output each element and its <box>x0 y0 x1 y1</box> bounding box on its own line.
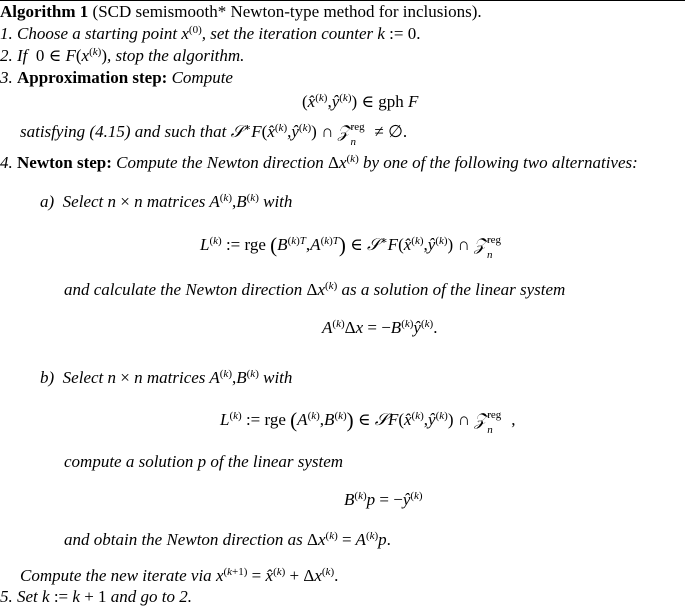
update-step: Compute the new iterate via $x^{(k+1)}$ = x̂$^{(k)}$ + $\Delta x^{(k)}$. <box>20 565 339 585</box>
alt-a-calc: and calculate the Newton direction $\Delta x^{(k)}$ as a solution of the linear system <box>64 279 566 299</box>
algorithm-header <box>0 2 482 22</box>
alt-b-text: Select <box>62 368 104 387</box>
reg-superscript-a: reg <box>486 234 501 247</box>
alternative-b: b) Select n × n matrices $A^{(k)},B^{(k)}$ with <box>40 367 293 387</box>
step-3-formula: $(x̂^{(k)},ŷ^{(k)})$ ∈ gph F <box>302 91 419 111</box>
alt-a-calc-text: and calculate the Newton direction <box>64 280 303 299</box>
alt-b-obtain-text: and obtain the Newton direction as <box>64 530 303 549</box>
alt-b-obtain: and obtain the Newton direction as $\Delta x^{(k)} = A^{(k)}p$. <box>64 529 391 549</box>
alt-a-system: $A^{(k)}\Delta x$ = $-B^{(k)}ŷ^{(k)}$. <box>322 317 438 337</box>
alt-a-calc-tail: as a solution of the linear system <box>341 280 566 299</box>
algorithm-title: (SCD semismooth* Newton-type method for inclusions). <box>92 2 482 21</box>
reg-superscript-b: reg <box>487 409 502 422</box>
alt-a-text: Select <box>62 192 104 211</box>
step-5-text: 5. Set <box>0 587 38 606</box>
step-3-condition: satisfying (4.15) and such that $𝒮^∗F(x̂^{(k)},ŷ^{(k)})$ ∩ 𝒵 reg n ≠ ∅. <box>20 122 407 142</box>
gph-operator: gph <box>378 92 404 111</box>
algorithm-label: Algorithm 1 <box>0 2 89 21</box>
reg-superscript: reg <box>350 121 365 134</box>
alt-b-with: with <box>263 368 293 387</box>
alt-b-compute-text: compute a solution <box>64 452 194 471</box>
alt-b-system: $B^{(k)}p$ = $-ŷ^{(k)}$ <box>344 489 423 509</box>
step-1-tail: , set the iteration counter <box>201 24 374 43</box>
alt-b-compute-tail: of the linear system <box>210 452 344 471</box>
step-4: 4. Newton step: Compute the Newton direction $\Delta x^{(k)}$ by one of the following two alternatives: <box>0 152 638 172</box>
step-2: 2. If 0 ∈ $F(x^{(k)})$, stop the algorithm. <box>0 45 245 65</box>
alt-b-formula: $L^{(k)}$ := rge $(A^{(k)},B^{(k)})$ ∈ $𝒮F(x̂^{(k)},ŷ^{(k)})$ ∩ 𝒵 reg n , <box>220 410 515 430</box>
step-5-tail: and go to 2. <box>110 587 193 606</box>
alt-a-mid: matrices <box>146 192 206 211</box>
step-2-text: 2. If <box>0 46 28 65</box>
alt-b-label: b) <box>40 368 55 387</box>
rge-operator-b: rge <box>264 410 286 429</box>
update-text: Compute the new iterate via <box>20 566 212 585</box>
step-1: 1. Choose a starting point $x^{(0)}$, set the iteration counter k := 0. <box>0 23 421 43</box>
top-rule <box>0 0 685 1</box>
step-4-text: Compute the Newton direction <box>116 153 324 172</box>
alt-b-compute: compute a solution p of the linear system <box>64 452 344 471</box>
step-4-title: Newton step: <box>17 153 112 172</box>
alt-a-formula: $L^{(k)}$ := rge $(B^{(k)T},A^{(k)T})$ ∈ $𝒮^∗F(x̂^{(k)},ŷ^{(k)})$ ∩ 𝒵 reg n <box>200 235 511 255</box>
step-1-text: 1. Choose a starting point <box>0 24 178 43</box>
step-5: 5. Set k := k + 1 and go to 2. <box>0 587 193 606</box>
step-3-title: Approximation step: <box>17 68 168 87</box>
step-3-number: 3. <box>0 68 13 87</box>
alt-a-with: with <box>263 192 293 211</box>
alt-b-mid: matrices <box>146 368 206 387</box>
step-3-satisfying: satisfying (4.15) and such that <box>20 122 227 141</box>
step-3 <box>0 68 233 88</box>
step-2-tail: , stop the algorithm. <box>107 46 245 65</box>
alternative-a: a) Select n × n matrices $A^{(k)},B^{(k)}$ with <box>40 191 293 211</box>
step-3-text: Compute <box>171 68 233 87</box>
step-4-number: 4. <box>0 153 13 172</box>
rge-operator-a: rge <box>244 235 266 254</box>
step-4-tail: by one of the following two alternatives: <box>362 153 638 172</box>
alt-a-label: a) <box>40 192 55 211</box>
